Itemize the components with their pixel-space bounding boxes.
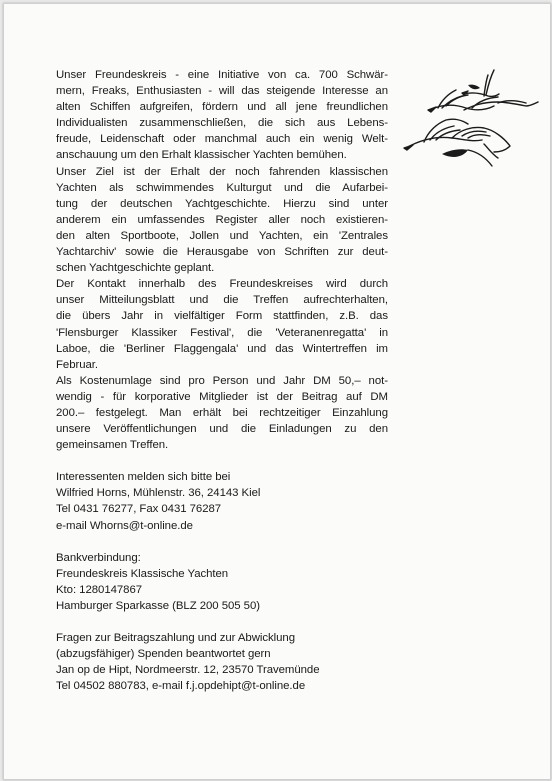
registration-phone: Tel 0431 76277, Fax 0431 76287 xyxy=(56,503,222,516)
text-line: Yachtarchiv' sowie die Herausgabe von Schriften zur deut- xyxy=(56,246,388,259)
payments-address: Jan op de Hipt, Nordmeerstr. 12, 23570 Travemünde xyxy=(56,664,320,677)
seagulls-illustration xyxy=(402,66,540,168)
text-line: mern, Freaks, Enthusiasten - will das steigende Interesse an xyxy=(56,85,388,98)
registration-address: Wilfried Horns, Mühlenstr. 36, 24143 Kiel xyxy=(56,487,261,500)
text-line: Unser Freundeskreis - eine Initiative von ca. 700 Schwär- xyxy=(56,69,388,81)
text-line: gemeinsamen Treffen. xyxy=(56,439,169,452)
seagull-icon xyxy=(428,90,538,112)
text-line: unser Mitteilungsblatt und die Treffen aufrechterhalten, xyxy=(56,294,388,307)
text-line: alten Schiffen aufgreifen, fördern und all jene freundlichen xyxy=(56,101,388,114)
text-line: anderem ein umfassendes Register aller noch existieren- xyxy=(56,213,388,226)
fees-paragraph xyxy=(56,373,388,453)
text-line: 'Flensburger Klassiker Festival', die 'Veteranenregatta' in xyxy=(56,326,388,339)
bank-block xyxy=(56,550,388,614)
goal-paragraph xyxy=(56,164,388,277)
registration-email: e-mail Whorns@t-online.de xyxy=(56,519,193,532)
text-line: Yachten als schwimmendes Kulturgut und die Aufarbei- xyxy=(56,181,388,194)
text-line: Fragen zur Beitragszahlung und zur Abwicklung xyxy=(56,632,295,644)
intro-paragraph xyxy=(56,67,388,164)
text-column xyxy=(56,67,388,694)
bank-account-number: Kto: 1280147867 xyxy=(56,583,143,596)
text-line: Februar. xyxy=(56,358,99,371)
text-line: (abzugsfähiger) Spenden beantwortet gern xyxy=(56,648,271,661)
payments-contact: Tel 04502 880783, e-mail f.j.opdehipt@t-online.de xyxy=(56,680,306,693)
text-line: Unser Ziel ist der Erhalt der noch fahrenden klassischen xyxy=(56,165,388,178)
seagull-icon xyxy=(404,119,510,166)
text-line: 200.– festgelegt. Man erhält bei rechtzeitiger Einzahlung xyxy=(56,406,388,419)
payments-block xyxy=(56,630,388,694)
text-line: schen Yachtgeschichte geplant. xyxy=(56,262,215,275)
text-line: tung der deutschen Yachtgeschichte. Hierzu sind unter xyxy=(56,197,388,210)
seagull-icon xyxy=(462,70,499,96)
text-line: Laboe, die 'Berliner Flaggengala' und das Wintertreffen im xyxy=(56,342,388,355)
text-line: freude, Leidenschaft oder manchmal auch ein wenig Welt- xyxy=(56,133,388,146)
text-line: Individualisten zusammenschließen, die sich aus Lebens- xyxy=(56,117,388,130)
bank-account-holder: Freundeskreis Klassische Yachten xyxy=(56,567,229,580)
text-line: die übers Jahr in vielfältiger Form stattfinden, z.B. das xyxy=(56,310,388,323)
text-line: anschauung um den Erhalt klassischer Yachten bemühen. xyxy=(56,149,347,162)
text-line: Als Kostenumlage sind pro Person und Jahr DM 50,– not- xyxy=(56,374,388,387)
contact-paragraph xyxy=(56,276,388,373)
document-page xyxy=(3,3,551,780)
bank-heading: Bankverbindung: xyxy=(56,551,141,564)
bank-name: Hamburger Sparkasse (BLZ 200 505 50) xyxy=(56,599,260,612)
text-line: wendig - für korporative Mitglieder ist der Beitrag auf DM xyxy=(56,390,388,403)
registration-block xyxy=(56,469,388,533)
text-line: Der Kontakt innerhalb des Freundeskreises wird durch xyxy=(56,278,388,291)
text-line: unsere Veröffentlichungen und die Einladungen zu den xyxy=(56,423,388,436)
text-line: Interessenten melden sich bitte bei xyxy=(56,471,231,484)
text-line: den alten Sportboote, Jollen und Yachten, ein 'Zentrales xyxy=(56,229,388,242)
